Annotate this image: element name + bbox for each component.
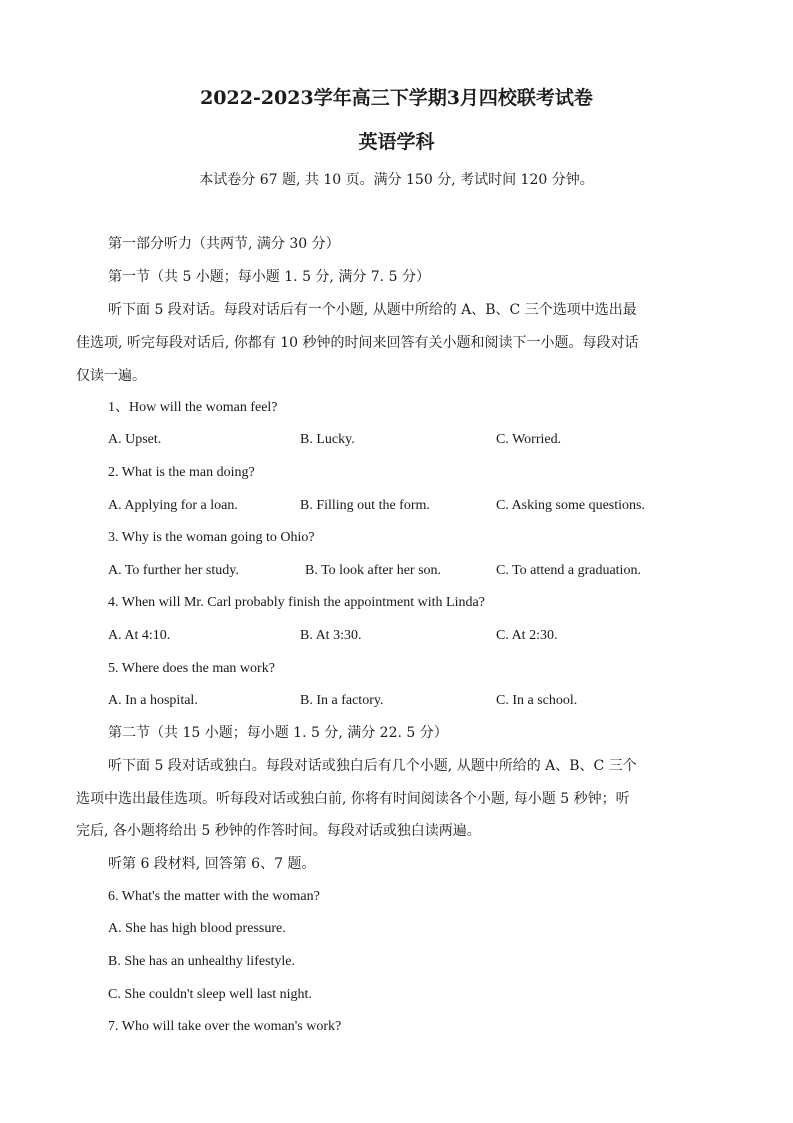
section2-instruction-line: 选项中选出最佳选项。听每段对话或独白前, 你将有时间阅读各个小题, 每小题 5 秒钟；听 [76, 791, 630, 807]
option-b: B. Lucky. [300, 432, 355, 447]
option-a: A. Applying for a loan. [108, 498, 238, 513]
option-b: B. In a factory. [300, 693, 384, 708]
option-b: B. She has an unhealthy lifestyle. [108, 954, 296, 969]
option-a: A. She has high blood pressure. [108, 921, 286, 936]
option-c: C. Asking some questions. [496, 498, 645, 513]
question-6: 6. What's the matter with the woman? [108, 889, 320, 904]
section1-instruction-line: 佳选项, 听完每段对话后, 你都有 10 秒钟的时间来回答有关小题和阅读下一小题。每段对话 [76, 335, 639, 351]
exam-info: 本试卷分 67 题, 共 10 页。满分 150 分, 考试时间 120 分钟。 [199, 172, 594, 188]
question-2: 2. What is the man doing? [108, 465, 255, 480]
question-3: 3. Why is the woman going to Ohio? [108, 530, 315, 545]
question-5: 5. Where does the man work? [108, 661, 275, 676]
section1-instruction-line: 仅读一遍。 [76, 368, 146, 384]
section1-heading: 第一节（共 5 小题；每小题 1. 5 分, 满分 7. 5 分） [108, 269, 430, 285]
question-4: 4. When will Mr. Carl probably finish the appointment with Linda? [108, 595, 485, 610]
section2-instruction-line: 完后, 各小题将给出 5 秒钟的作答时间。每段对话或独白读两遍。 [76, 823, 481, 839]
option-b: B. To look after her son. [305, 563, 442, 578]
option-a: A. At 4:10. [108, 628, 171, 643]
option-a: A. To further her study. [108, 563, 239, 578]
subject-title: 英语学科 [358, 131, 435, 153]
option-a: A. Upset. [108, 432, 162, 447]
option-c: C. In a school. [496, 693, 578, 708]
material-6-heading: 听第 6 段材料, 回答第 6、7 题。 [108, 856, 316, 872]
section2-heading: 第二节（共 15 小题；每小题 1. 5 分, 满分 22. 5 分） [108, 725, 448, 741]
exam-title: 2022-2023学年高三下学期3月四校联考试卷 [200, 87, 593, 109]
option-b: B. At 3:30. [300, 628, 362, 643]
section1-instruction-line: 听下面 5 段对话。每段对话后有一个小题, 从题中所给的 A、B、C 三个选项中选出最 [108, 302, 637, 318]
option-c: C. At 2:30. [496, 628, 558, 643]
question-1: 1、How will the woman feel? [108, 400, 278, 415]
option-b: B. Filling out the form. [300, 498, 430, 513]
question-7: 7. Who will take over the woman's work? [108, 1019, 342, 1034]
section2-instruction-line: 听下面 5 段对话或独白。每段对话或独白后有几个小题, 从题中所给的 A、B、C 三个 [108, 758, 637, 774]
option-c: C. She couldn't sleep well last night. [108, 987, 312, 1002]
option-c: C. Worried. [496, 432, 562, 447]
part1-heading: 第一部分听力（共两节, 满分 30 分） [108, 236, 340, 252]
option-a: A. In a hospital. [108, 693, 198, 708]
option-c: C. To attend a graduation. [496, 563, 641, 578]
